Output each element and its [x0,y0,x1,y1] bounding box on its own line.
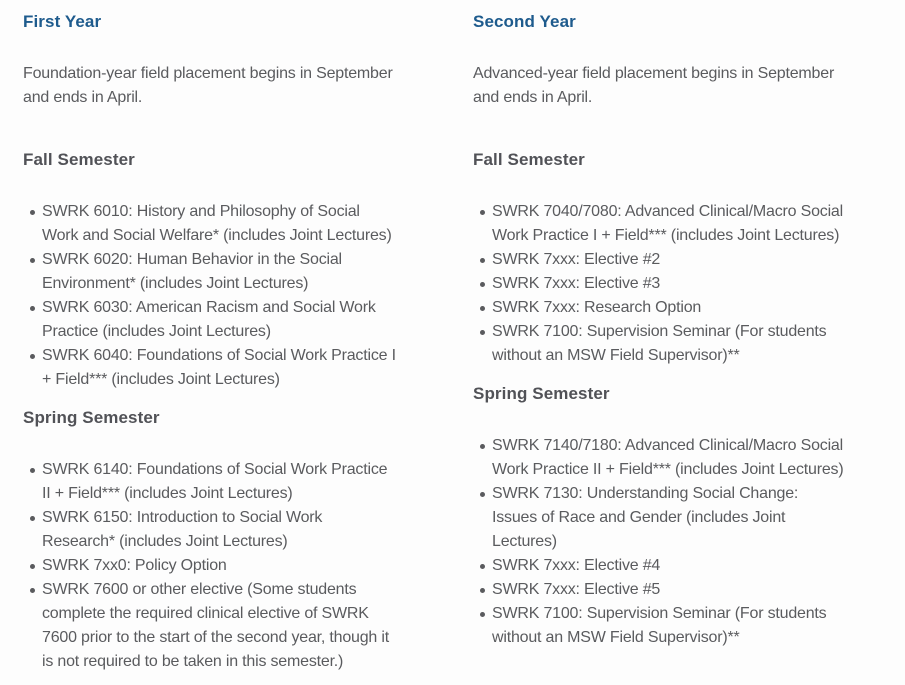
course-item: SWRK 7040/7080: Advanced Clinical/Macro Social Work Practice I + Field*** (includes Joint Lectures) [473,200,845,248]
first-year-spring-course-list [23,458,397,674]
second-year-spring-course-list [473,434,845,650]
course-item: SWRK 7600 or other elective (Some students complete the required clinical elective of SWRK 7600 prior to the start of the second year, though it is not required to be taken in this semester.) [23,578,397,674]
course-item: SWRK 6020: Human Behavior in the Social Environment* (includes Joint Lectures) [23,248,397,296]
course-item: SWRK 7xxx: Research Option [473,296,845,320]
course-item: SWRK 7xxx: Elective #2 [473,248,845,272]
year-heading-second: Second Year [473,12,576,31]
first-year-intro-text: Foundation-year field placement begins in September and ends in April. [23,65,393,106]
second-year-intro-text: Advanced-year field placement begins in September and ends in April. [473,65,835,106]
course-item: SWRK 6140: Foundations of Social Work Practice II + Field*** (includes Joint Lectures) [23,458,397,506]
course-item: SWRK 6030: American Racism and Social Work Practice (includes Joint Lectures) [23,296,397,344]
course-item: SWRK 7100: Supervision Seminar (For students without an MSW Field Supervisor)** [473,320,845,368]
course-item: SWRK 6040: Foundations of Social Work Practice I + Field*** (includes Joint Lectures) [23,344,397,392]
first-year-fall-heading: Fall Semester [23,150,135,169]
first-year-spring-heading: Spring Semester [23,408,160,427]
course-item: SWRK 7xxx: Elective #3 [473,272,845,296]
second-year-fall-course-list [473,200,845,368]
course-item: SWRK 6150: Introduction to Social Work Research* (includes Joint Lectures) [23,506,397,554]
first-year-fall-course-list [23,200,397,392]
course-item: SWRK 7xxx: Elective #4 [473,554,845,578]
course-item: SWRK 7xx0: Policy Option [23,554,397,578]
second-year-spring-heading: Spring Semester [473,384,610,403]
course-item: SWRK 7100: Supervision Seminar (For students without an MSW Field Supervisor)** [473,602,845,650]
first-year-column [0,0,452,674]
year-heading-first: First Year [23,12,102,31]
course-item: SWRK 7140/7180: Advanced Clinical/Macro Social Work Practice II + Field*** (includes Joint Lectures) [473,434,845,482]
course-item: SWRK 7130: Understanding Social Change: Issues of Race and Gender (includes Joint Lectures) [473,482,845,554]
course-item: SWRK 6010: History and Philosophy of Social Work and Social Welfare* (includes Joint Lectures) [23,200,397,248]
second-year-column [452,0,905,674]
course-item: SWRK 7xxx: Elective #5 [473,578,845,602]
second-year-fall-heading: Fall Semester [473,150,585,169]
